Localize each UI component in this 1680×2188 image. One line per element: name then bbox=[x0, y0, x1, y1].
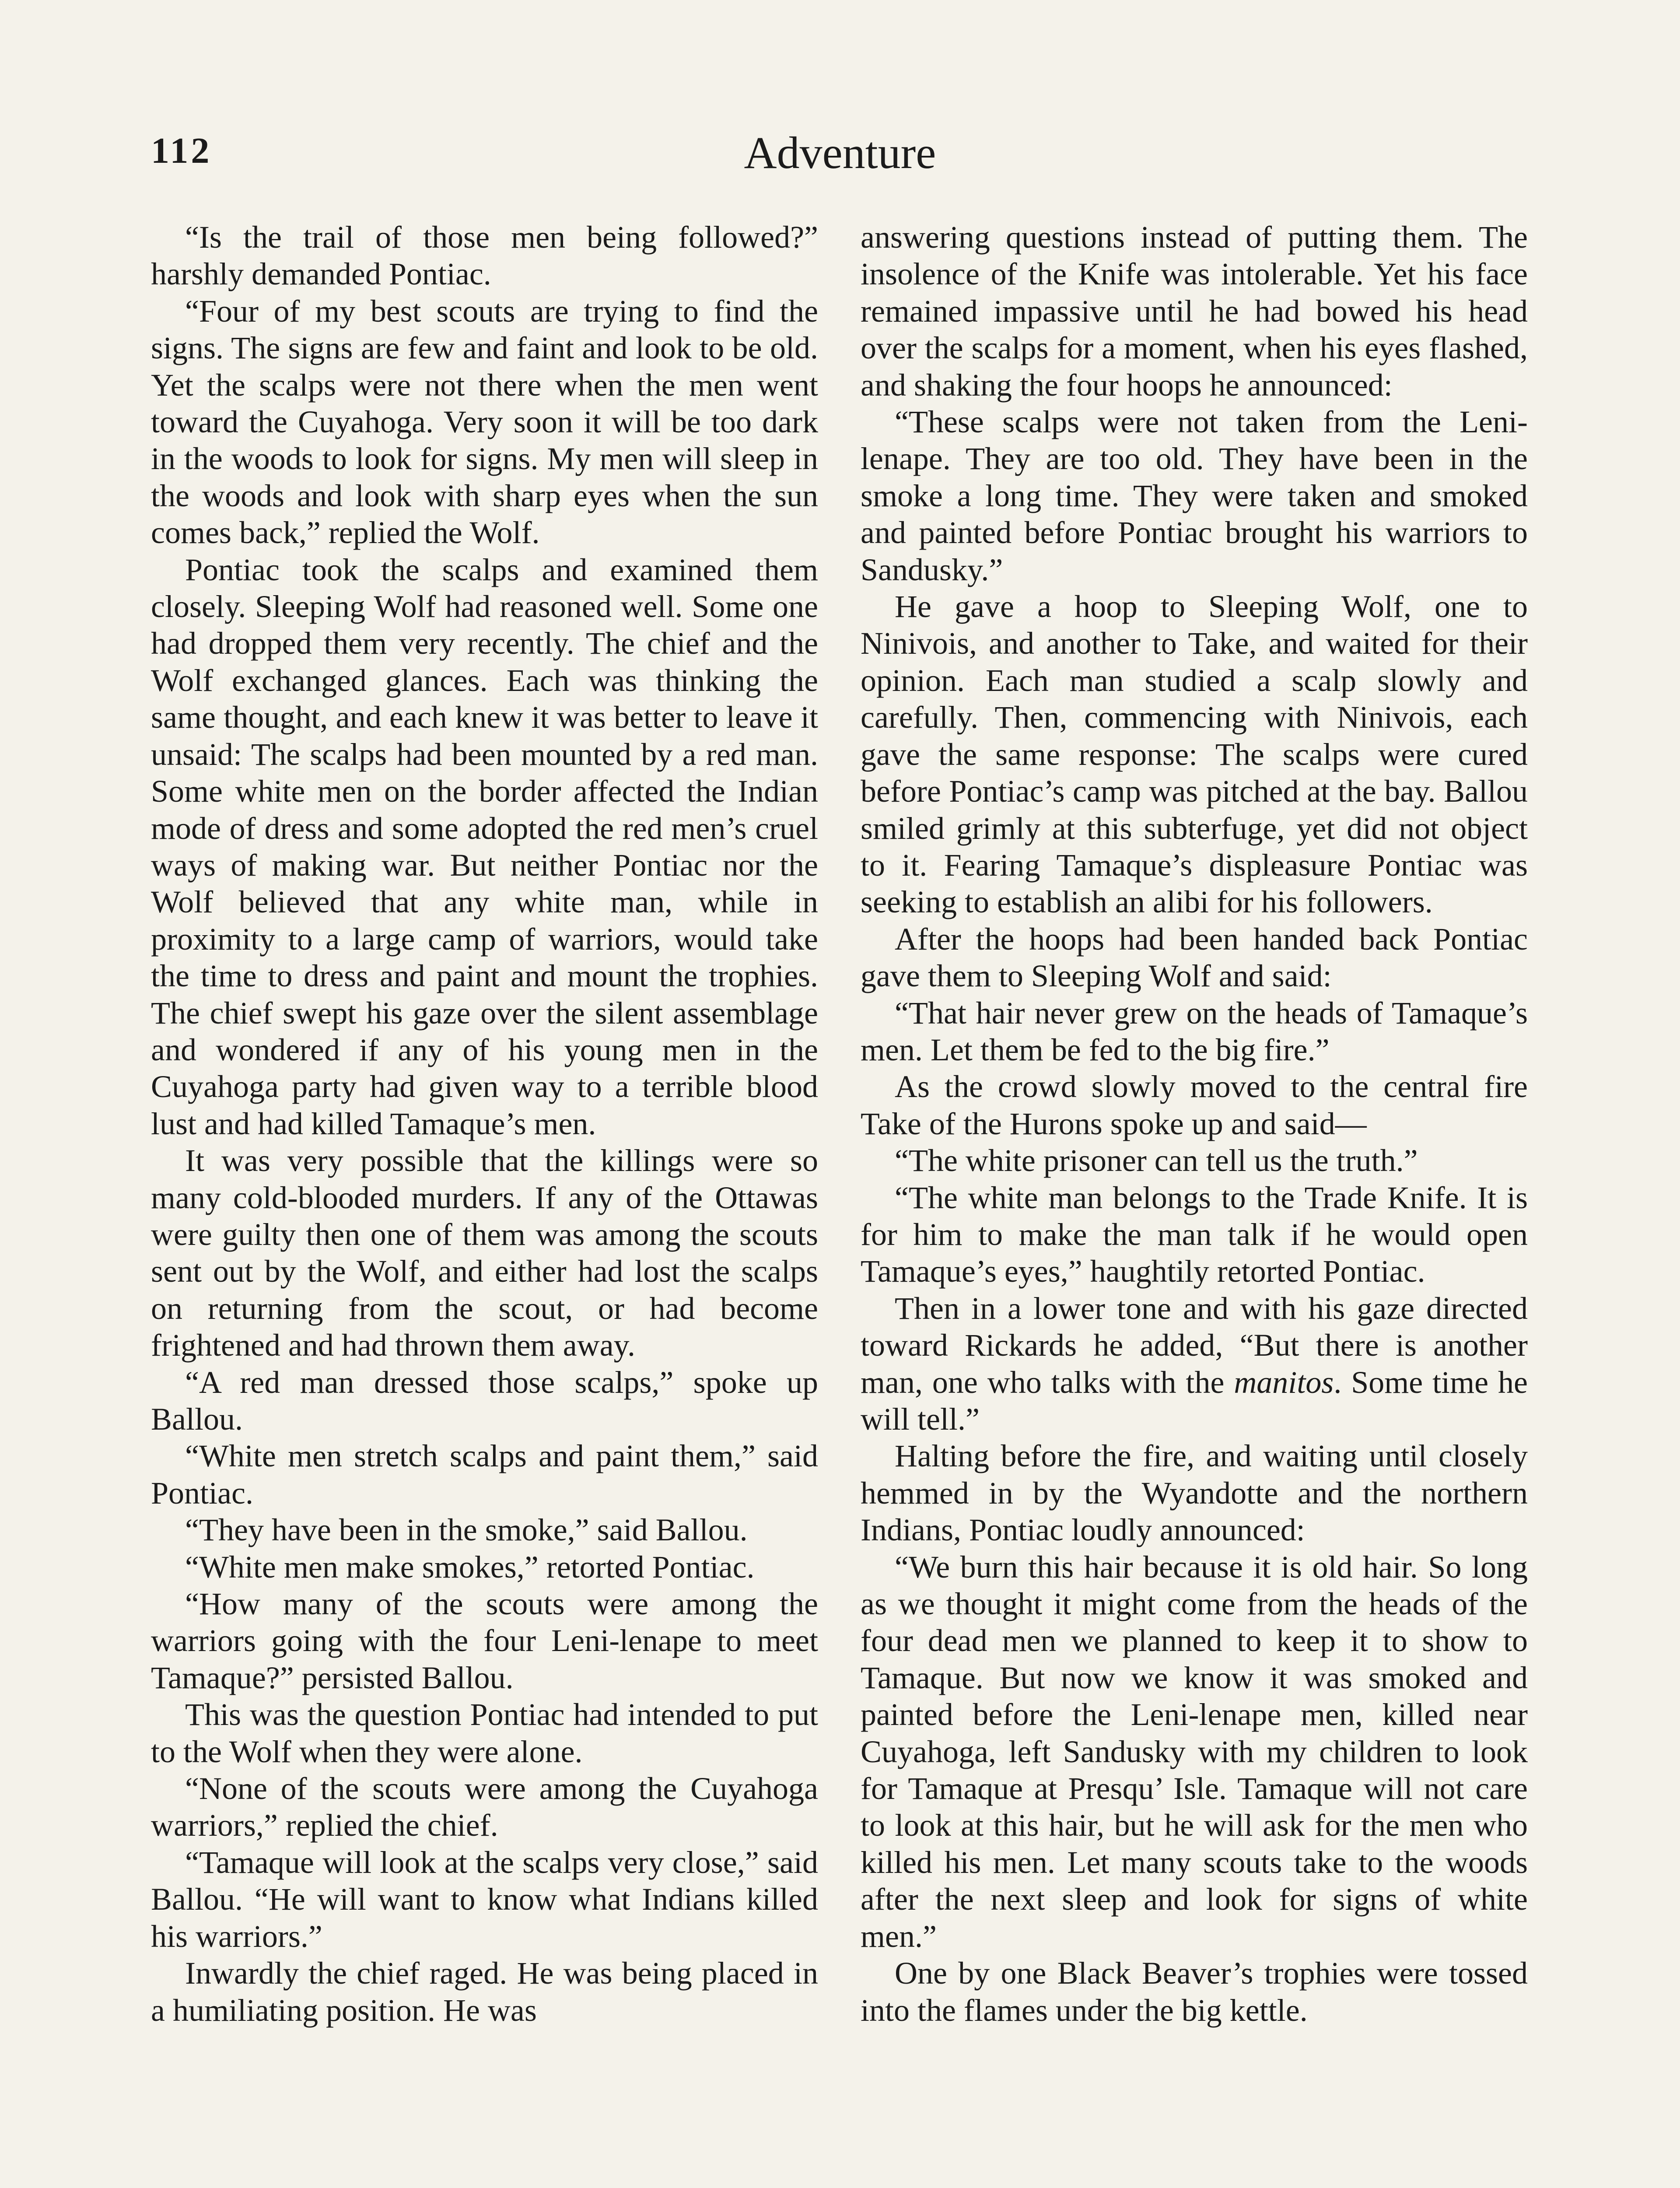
paragraph: Halting before the fire, and waiting until closely hemmed in by the Wyandotte and the northern Indians, Pontiac loudly announced: bbox=[861, 1438, 1528, 1548]
paragraph-manitos bbox=[861, 1290, 1528, 1438]
paragraph: “These scalps were not taken from the Leni-lenape. They are too old. They have been in the smoke a long time. They were taken and smoked and painted before Pontiac brought his warriors to Sandusky.” bbox=[861, 404, 1528, 587]
paragraph: One by one Black Beaver’s trophies were tossed into the flames under the big kettle. bbox=[861, 1956, 1528, 2028]
paragraph: Pontiac took the scalps and examined them closely. Sleeping Wolf had reasoned well. Some one had dropped them very recently. The chief and the Wolf exchanged glances. Each was thinking the same thought, and each knew it was better to leave it unsaid: The scalps had been mounted by a red man. Some white men on the border affected the Indian mode of dress and some adopted the red men’s cruel ways of making war. But neither Pontiac nor the Wolf believed that any white man, while in proximity to a large camp of warriors, would take the time to dress and paint and mount the trophies. The chief swept his gaze over the silent assemblage and wondered if any of his young men in the Cuyahoga party had given way to a terrible blood lust and had killed Tamaque’s men. bbox=[151, 552, 818, 1141]
continued-paragraph: answering questions instead of putting them. The insolence of the Knife was intolerable. Yet his face remained impassive until he had bowed his head over the scalps for a moment, when his eyes flashed, and shaking the four hoops he announced: bbox=[861, 220, 1528, 403]
text-span: . Some time he will tell.” bbox=[861, 1364, 1528, 1437]
text-span: Then in a lower tone and with his gaze directed toward Rickards he added, “But there is another man, one who talks with the bbox=[861, 1290, 1528, 1400]
paragraph: Inwardly the chief raged. He was being placed in a humiliating position. He was bbox=[151, 1956, 818, 2028]
paragraph: After the hoops had been handed back Pontiac gave them to Sleeping Wolf and said: bbox=[861, 921, 1528, 994]
paragraph: “None of the scouts were among the Cuyahoga warriors,” replied the chief. bbox=[151, 1771, 818, 1843]
paragraph: “A red man dressed those scalps,” spoke up Ballou. bbox=[151, 1364, 818, 1437]
right-column bbox=[861, 219, 1528, 2029]
left-column bbox=[151, 219, 818, 2029]
paragraph: This was the question Pontiac had intended to put to the Wolf when they were alone. bbox=[151, 1697, 818, 1769]
paragraph: “Is the trail of those men being followed?” harshly demanded Pontiac. bbox=[151, 220, 818, 292]
paragraph: As the crowd slowly moved to the central fire Take of the Hurons spoke up and said— bbox=[861, 1069, 1528, 1141]
paragraph: “How many of the scouts were among the warriors going with the four Leni-lenape to meet Tamaque?” persisted Ballou. bbox=[151, 1586, 818, 1695]
page-number: 112 bbox=[151, 130, 212, 171]
paragraph: “White men make smokes,” retorted Pontiac. bbox=[185, 1549, 755, 1585]
paragraph: “We burn this hair because it is old hair. So long as we thought it might come from the heads of the four dead men we planned to keep it to show to Tamaque. But now we know it was smoked and painted before the Leni-lenape men, killed near Cuyahoga, left Sandusky with my children to look for Tamaque at Presqu’ Isle. Tamaque will not care to look at this hair, but he will ask for the men who killed his men. Let many scouts take to the woods after the next sleep and look for signs of white men.” bbox=[861, 1549, 1528, 1954]
paragraph: It was very possible that the killings were so many cold-blooded murders. If any of the Ottawas were guilty then one of them was among the scouts sent out by the Wolf, and either had lost the scalps on returning from the scout, or had become frightened and had thrown them away. bbox=[151, 1143, 818, 1363]
paragraph: “Tamaque will look at the scalps very close,” said Ballou. “He will want to know what Indians killed his warriors.” bbox=[151, 1844, 818, 1954]
paragraph: “That hair never grew on the heads of Tamaque’s men. Let them be fed to the big fire.” bbox=[861, 995, 1528, 1067]
paragraph: “Four of my best scouts are trying to find the signs. The signs are few and faint and look to be old. Yet the scalps were not there when the men went toward the Cuyahoga. Very soon it will be too dark in the woods to look for signs. My men will sleep in the woods and look with sharp eyes when the sun comes back,” replied the Wolf. bbox=[151, 293, 818, 551]
italic-word: manitos bbox=[1234, 1364, 1334, 1400]
paragraph: He gave a hoop to Sleeping Wolf, one to Ninivois, and another to Take, and waited for their opinion. Each man studied a scalp slowly and carefully. Then, commencing with Ninivois, each gave the same response: The scalps were cured before Pontiac’s camp was pitched at the bay. Ballou smiled grimly at this subterfuge, yet did not object to it. Fearing Tamaque’s displeasure Pontiac was seeking to establish an alibi for his followers. bbox=[861, 589, 1528, 920]
magazine-title: Adventure bbox=[744, 128, 936, 178]
paragraph: “They have been in the smoke,” said Ballou. bbox=[185, 1512, 748, 1548]
paragraph: “The white man belongs to the Trade Knife. It is for him to make the man talk if he would open Tamaque’s eyes,” haughtily retorted Pontiac. bbox=[861, 1180, 1528, 1289]
paragraph: “The white prisoner can tell us the truth.” bbox=[895, 1143, 1418, 1178]
paragraph: “White men stretch scalps and paint them,” said Pontiac. bbox=[151, 1438, 818, 1511]
